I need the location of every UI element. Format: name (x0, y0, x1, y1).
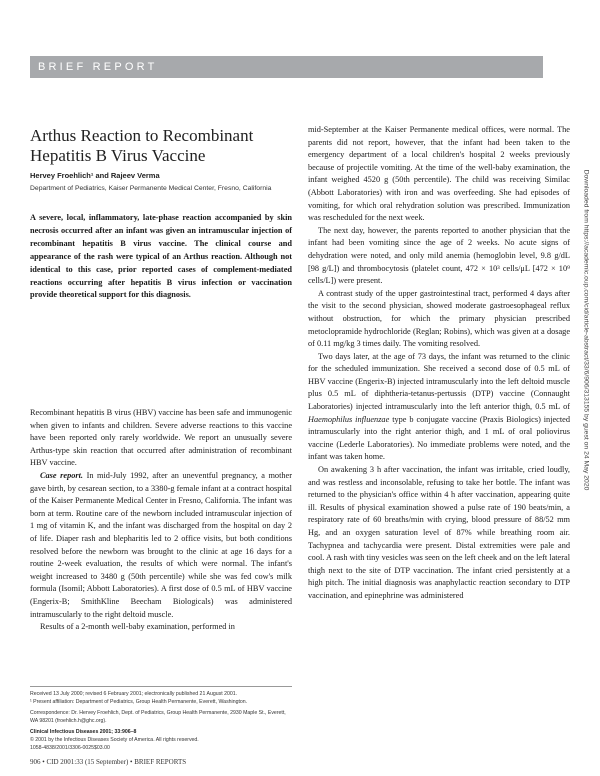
article-authors: Hervey Froehlich¹ and Rajeev Verma (30, 171, 160, 180)
body-column-right (308, 124, 570, 603)
paragraph: The next day, however, the parents reported to another physician that the infant had been vomiting since the age of 2 weeks. No acute signs of dehydration were noted, and only mild anemia (hemoglobin level, 9.8 g/dL [98 g/L]) and thrombocytosis (platelet count, 472 × 10³ cells/μL [472 × 10⁹ cells/L]) were present. (308, 225, 570, 286)
present-affiliation-note: ¹ Present affiliation: Department of Pediatrics, Group Health Permanente, Everett, Washington. (30, 698, 248, 705)
species-name: Haemophilus influenzae (308, 414, 390, 424)
footnote-divider (30, 686, 292, 687)
paragraph-text: Two days later, at the age of 73 days, the infant was returned to the clinic for the scheduled immunization. She received a second dose of 0.5 mL of HBV vaccine (Engerix-B) injected intramuscularly into the left deltoid muscle plus 0.5 mL of diphtheria-tetanus-pertussis (DTP) vaccine (Connaught Laboratories) injected intramuscularly into the left anterior thigh, 0.5 mL of (308, 351, 570, 412)
footnotes (30, 686, 292, 752)
received-note: Received 13 July 2000; revised 6 February 2001; electronically published 21 August 2001. (30, 691, 238, 697)
paragraph: Results of a 2-month well-baby examination, performed in (40, 622, 235, 632)
paragraph-text: In mid-July 1992, after an uneventful pregnancy, a mother gave birth, by cesarean section, to a 3380-g female infant at a contract hospital of the Kaiser Permanente Medical Center in Fresno, California. The infant was born at term. Routine care of the newborn included intramuscular injection of 1 mg of vitamin K, and the infant was discharged from the hospital on day 2 of life. Diaper rash and blepharitis led to 2 office visits, but both conditions resolved before the newborn was brought to the clinic at age 16 days for a routine 2-week evaluation, the results of which were normal. The infant's weight increased to 3480 g (50th percentile) while she was fed cow's milk formula (Isomil; Abbott Laboratories). A first dose of 0.5 mL of HBV vaccine (Engerix-B; SmithKline Beecham Biologicals) was administered intramuscularly to the right deltoid muscle. (30, 470, 292, 619)
abstract: A severe, local, inflammatory, late-phase reaction accompanied by skin necrosis occurred after an infant was given an intramuscular injection of recombinant hepatitis B virus vaccine. The clinical course and appearance of the rash were typical of an Arthus reaction. Although not identical to this case, prior reported cases of complement-mediated reactions occurring after hepatitis B virus infection or vaccination provide theoretical support for this diagnosis. (30, 213, 292, 300)
copyright-note: © 2001 by the Infectious Diseases Society of America. All rights reserved. (30, 736, 199, 743)
paragraph: mid-September at the Kaiser Permanente medical offices, were normal. The parents did not report, however, that the infant had been taken to the emergency department of a local children's hospital 2 weeks previously because of projectile vomiting. At the time of the well-baby examination, the infant weighed 4520 g (50th percentile). The child was receiving Similac (Abbott Laboratories) with iron and was overfeeding. She had episodes of vomiting, for which oral rehydration solution was prescribed. Immunization was rescheduled for the next week. (308, 125, 570, 223)
paragraph-text: type b conjugate vaccine (Praxis Biologics) injected intramuscularly into the right anterior thigh, and 1 mL of oral poliovirus vaccine (Lederle Laboratories). No immediate problems were noted, and the infant was taken home. (308, 414, 570, 462)
article-title: Arthus Reaction to Recombinant Hepatitis B Virus Vaccine (30, 126, 254, 165)
case-report-paragraph (30, 470, 292, 621)
body-column-left (30, 407, 292, 634)
download-note: Downloaded from https://academic.oup.com/cid/article-abstract/33/6/906/313155 by guest on 24 May 2020 (582, 169, 590, 491)
paragraph: On awakening 3 h after vaccination, the infant was irritable, cried loudly, and was restless and inconsolable, refusing to take her bottle. The infant was returned to the physician's office within 4 h after vaccination, appearing quite ill. Results of physical examination showed a pulse rate of 190 beats/min, a respiratory rate of 60 breaths/min with crying, blood pressure of 88/52 mm Hg, and an oxygen saturation level of 87% while breathing room air. Tachypnea and tachycardia were present. Distal extremities were pale and cool. A rash with tiny vesicles was seen on the left cheek and on the left lateral thigh next to the site of DTP vaccination. The infant cried persistently at a high pitch. The initial diagnosis was anaphylactic reaction secondary to DTP vaccination, and epinephrine was administered (308, 465, 570, 600)
issn-note: 1058-4838/2001/3306-0025$03.00 (30, 744, 110, 751)
journal-citation: Clinical Infectious Diseases 2001; 33:906–8 (30, 729, 137, 736)
paragraph: A contrast study of the upper gastrointestinal tract, performed 4 days after the visit to the second physician, showed moderate gastroesophageal reflux without obstruction, for which the primary physician prescribed metoclopramide hydrochloride (Reglan; Robins), which was given at a dosage of 0.11 mg/kg 3 times daily. The vomiting resolved. (308, 288, 570, 349)
article-affiliation: Department of Pediatrics, Kaiser Permanente Medical Center, Fresno, California (30, 185, 272, 192)
section-banner: BRIEF REPORT (30, 56, 543, 78)
correspondence-note: Correspondence: Dr. Hervey Froehlich, Dept. of Pediatrics, Group Health Permanente, 2930 Maple St., Everett, WA 98201 (froehlich.h@ghc.org). (30, 710, 286, 724)
case-report-label: Case report. (40, 470, 83, 480)
paragraph: Recombinant hepatitis B virus (HBV) vaccine has been safe and immunogenic when given to infants and children. Severe adverse reactions to this vaccine have been reported only rarely worldwide. We report an unusually severe Arthus-type skin reaction that occurred after administration of recombinant HBV vaccine. (30, 408, 292, 468)
page-footer: 906 • CID 2001:33 (15 September) • BRIEF REPORTS (30, 758, 187, 766)
paragraph (308, 351, 570, 464)
